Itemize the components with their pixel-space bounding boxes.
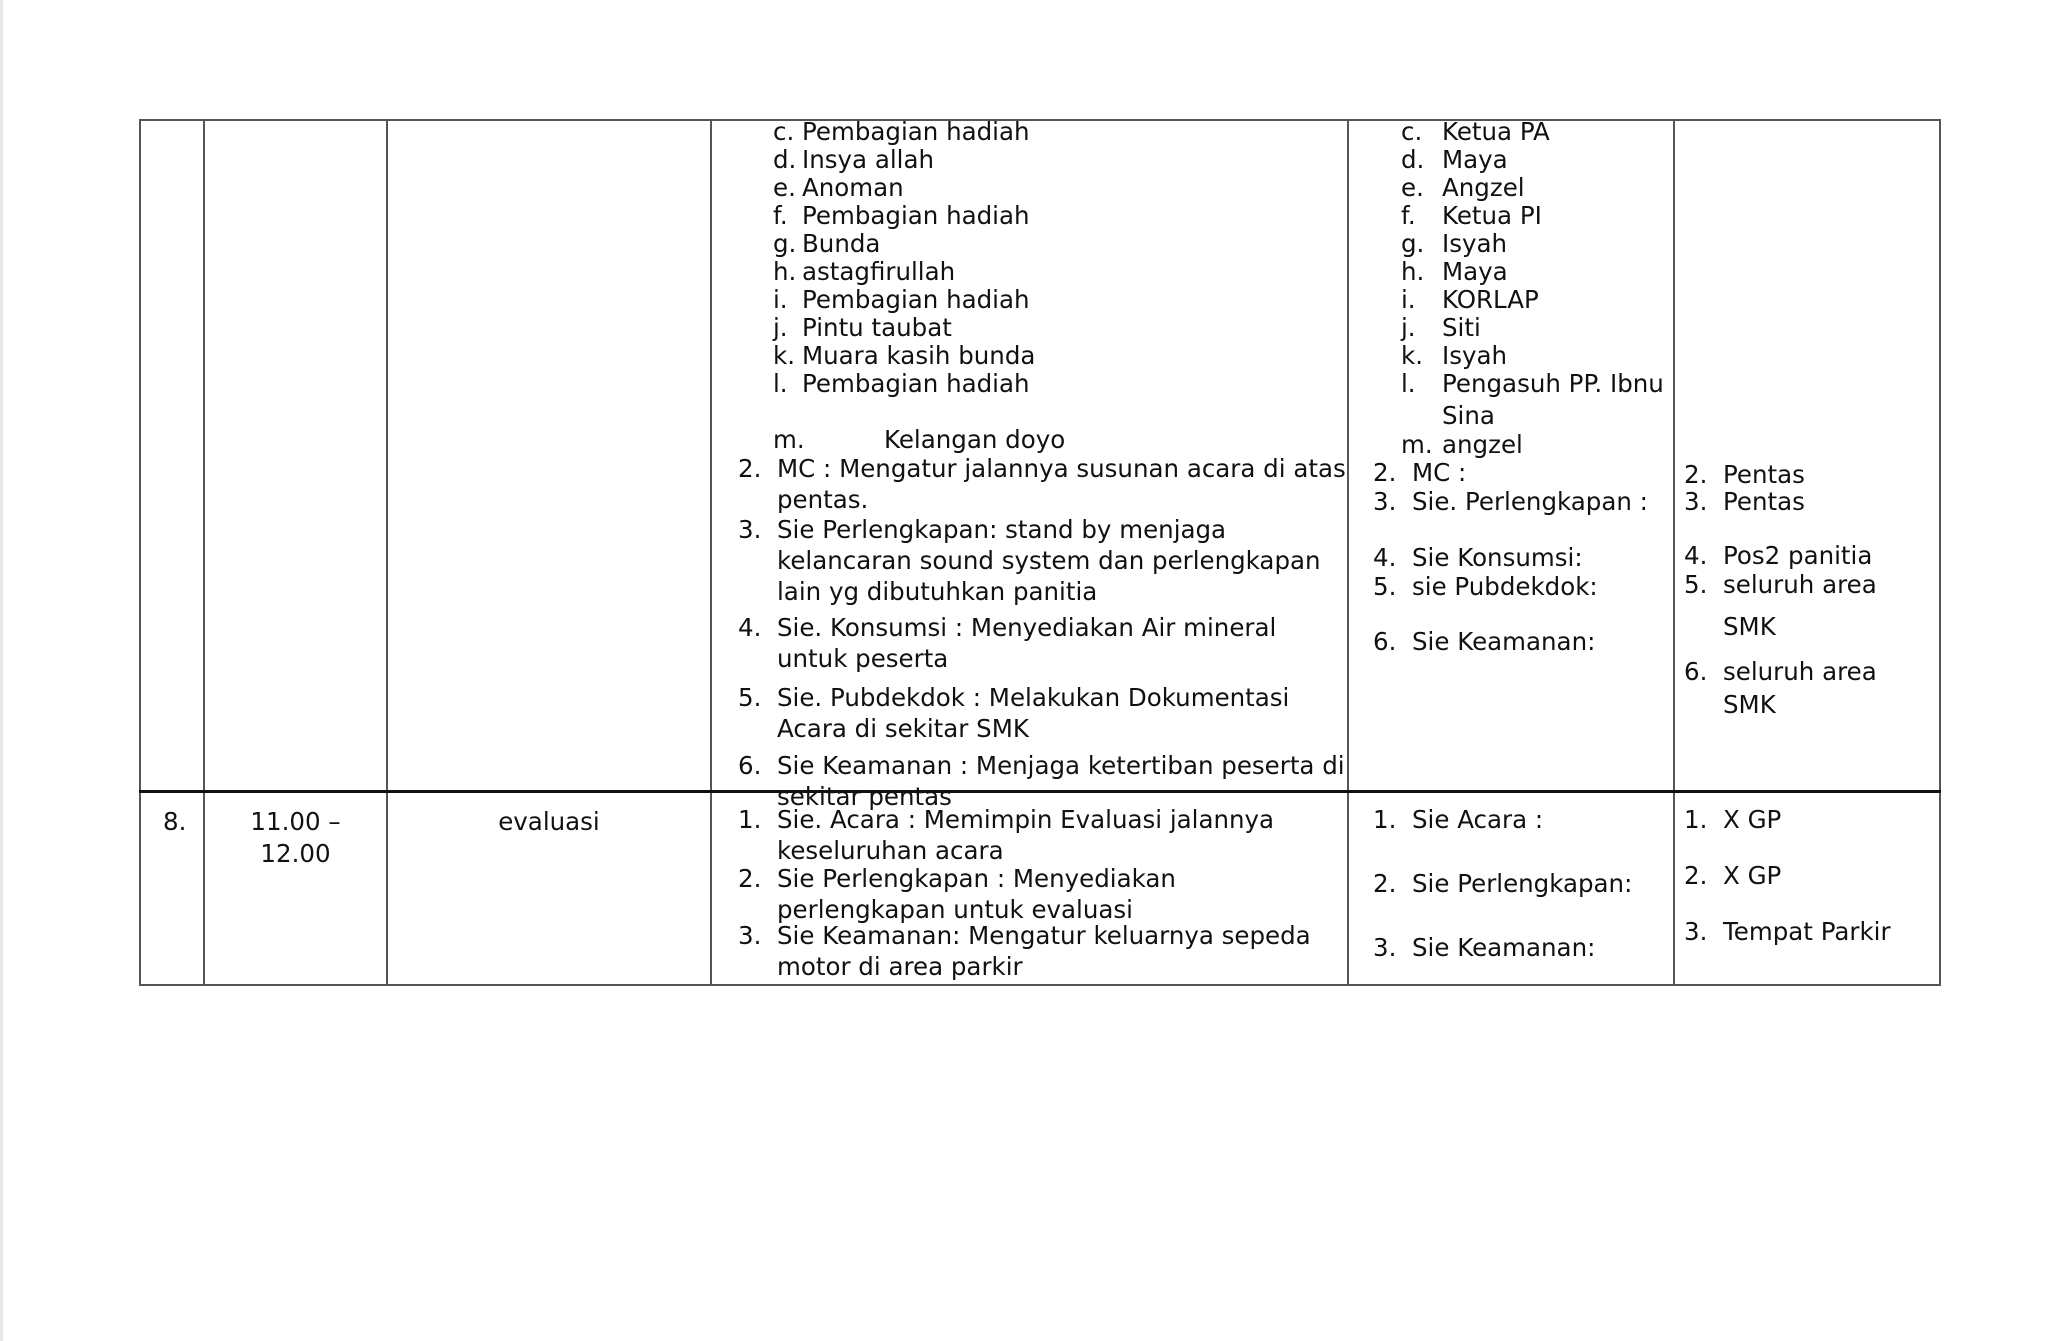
list-text: SMK [1723, 690, 1776, 719]
table-row [140, 792, 1940, 986]
list-text: Sie Keamanan: Mengatur keluarnya sepeda [777, 921, 1311, 950]
time-start: 11.00 – [250, 807, 341, 836]
list-marker: k. [1401, 341, 1423, 370]
list-text: SMK [1723, 612, 1776, 641]
list-marker: 1. [1684, 805, 1708, 834]
list-text: Pembagian hadiah [802, 201, 1030, 230]
list-text: untuk peserta [777, 644, 949, 673]
list-text: Pos2 panitia [1723, 541, 1873, 570]
list-marker: h. [773, 257, 797, 286]
list-marker: 2. [1684, 460, 1708, 489]
list-marker: c. [1401, 117, 1423, 146]
list-marker: f. [1401, 201, 1416, 230]
list-marker: e. [773, 173, 796, 202]
list-text: MC : [1412, 458, 1467, 487]
list-text: Isyah [1442, 229, 1508, 258]
list-text: Sie Keamanan : Menjaga ketertiban peserta di [777, 751, 1345, 780]
list-marker: e. [1401, 173, 1424, 202]
list-marker: 3. [1373, 487, 1397, 516]
list-text: Bunda [802, 229, 881, 258]
list-text: Sie Acara : [1412, 805, 1544, 834]
list-marker: 5. [1373, 572, 1397, 601]
list-text: astagfirullah [802, 257, 956, 286]
list-text: Pengasuh PP. Ibnu [1442, 369, 1664, 398]
list-text: MC : Mengatur jalannya susunan acara di atas [777, 454, 1346, 483]
list-marker: 2. [1684, 861, 1708, 890]
list-marker: 4. [738, 613, 762, 642]
list-text: Sie Perlengkapan: stand by menjaga [777, 515, 1227, 544]
list-marker: i. [1401, 285, 1416, 314]
list-marker: 3. [1684, 487, 1708, 516]
list-text: perlengkapan untuk evaluasi [777, 895, 1133, 924]
list-marker: 1. [1373, 805, 1397, 834]
no-cell [140, 120, 204, 792]
list-text: X GP [1723, 805, 1782, 834]
schedule-table [139, 119, 1941, 986]
pic-cell [1348, 792, 1674, 986]
list-text: Maya [1442, 145, 1508, 174]
no-cell [140, 792, 204, 986]
list-marker: c. [773, 117, 795, 146]
list-marker: m. [1401, 430, 1433, 459]
list-marker: m. [773, 425, 805, 454]
time-end: 12.00 [260, 839, 331, 868]
list-text: Acara di sekitar SMK [777, 714, 1029, 743]
list-text: KORLAP [1442, 285, 1539, 314]
list-text: Sina [1442, 401, 1495, 430]
list-text: Isyah [1442, 341, 1508, 370]
list-text: sie Pubdekdok: [1412, 572, 1598, 601]
list-text: Siti [1442, 313, 1481, 342]
list-text: seluruh area [1723, 570, 1877, 599]
list-text: lain yg dibutuhkan panitia [777, 577, 1098, 606]
list-marker: l. [773, 369, 788, 398]
list-text: Sie Keamanan: [1412, 627, 1596, 656]
list-marker: l. [1401, 369, 1416, 398]
list-text: seluruh area [1723, 657, 1877, 686]
list-marker: 6. [738, 751, 762, 780]
list-text: pentas. [777, 485, 869, 514]
activity-cell [387, 120, 711, 792]
time-cell [204, 792, 387, 986]
list-marker: h. [1401, 257, 1425, 286]
list-marker: j. [773, 313, 788, 342]
list-text: Pentas [1723, 460, 1805, 489]
list-text: Sie. Acara : Memimpin Evaluasi jalannya [777, 805, 1275, 834]
list-marker: 2. [738, 454, 762, 483]
list-marker: d. [773, 145, 797, 174]
activity-name: evaluasi [498, 807, 600, 836]
table-row [140, 120, 1940, 792]
list-text: Kelangan doyo [884, 425, 1066, 454]
list-marker: 1. [738, 805, 762, 834]
list-text: Sie Perlengkapan: [1412, 869, 1633, 898]
list-text: Pembagian hadiah [802, 369, 1030, 398]
list-text: Tempat Parkir [1723, 917, 1891, 946]
list-marker: g. [773, 229, 797, 258]
list-text: sekitar pentas [777, 782, 952, 811]
list-text: Pintu taubat [802, 313, 952, 342]
list-marker: 2. [738, 864, 762, 893]
time-cell [204, 120, 387, 792]
list-text: Sie. Pubdekdok : Melakukan Dokumentasi [777, 683, 1290, 712]
list-text: Pentas [1723, 487, 1805, 516]
list-text: Sie Perlengkapan : Menyediakan [777, 864, 1176, 893]
list-marker: 5. [1684, 570, 1708, 599]
list-marker: g. [1401, 229, 1425, 258]
place-cell [1674, 792, 1940, 986]
list-marker: i. [773, 285, 788, 314]
list-marker: 6. [1373, 627, 1397, 656]
list-marker: k. [773, 341, 795, 370]
activity-cell [387, 792, 711, 986]
list-text: keseluruhan acara [777, 836, 1004, 865]
list-marker: 3. [1684, 917, 1708, 946]
list-marker: 5. [738, 683, 762, 712]
list-text: Sie Konsumsi: [1412, 543, 1583, 572]
row-number: 8. [163, 807, 187, 836]
list-text: X GP [1723, 861, 1782, 890]
list-text: angzel [1442, 430, 1523, 459]
list-text: Insya allah [802, 145, 934, 174]
list-marker: 3. [1373, 933, 1397, 962]
details-cell [711, 117, 1348, 811]
list-text: Sie Keamanan: [1412, 933, 1596, 962]
list-text: Ketua PA [1442, 117, 1550, 146]
list-text: Anoman [802, 173, 904, 202]
list-marker: 2. [1373, 869, 1397, 898]
details-cell [711, 792, 1348, 986]
list-marker: 4. [1684, 541, 1708, 570]
list-marker: j. [1401, 313, 1416, 342]
list-marker: 3. [738, 515, 762, 544]
list-text: Pembagian hadiah [802, 117, 1030, 146]
list-text: Muara kasih bunda [802, 341, 1036, 370]
list-marker: 2. [1373, 458, 1397, 487]
list-text: Sie. Konsumsi : Menyediakan Air mineral [777, 613, 1277, 642]
list-text: motor di area parkir [777, 952, 1023, 981]
list-text: Pembagian hadiah [802, 285, 1030, 314]
list-marker: 4. [1373, 543, 1397, 572]
list-marker: 6. [1684, 657, 1708, 686]
list-marker: f. [773, 201, 788, 230]
list-text: Angzel [1442, 173, 1525, 202]
page-edge [0, 0, 3, 1341]
list-text: kelancaran sound system dan perlengkapan [777, 546, 1321, 575]
list-marker: 3. [738, 921, 762, 950]
list-marker: d. [1401, 145, 1425, 174]
list-text: Maya [1442, 257, 1508, 286]
pic-cell [1348, 117, 1674, 792]
place-cell [1674, 120, 1940, 792]
list-text: Sie. Perlengkapan : [1412, 487, 1648, 516]
list-text: Ketua PI [1442, 201, 1542, 230]
